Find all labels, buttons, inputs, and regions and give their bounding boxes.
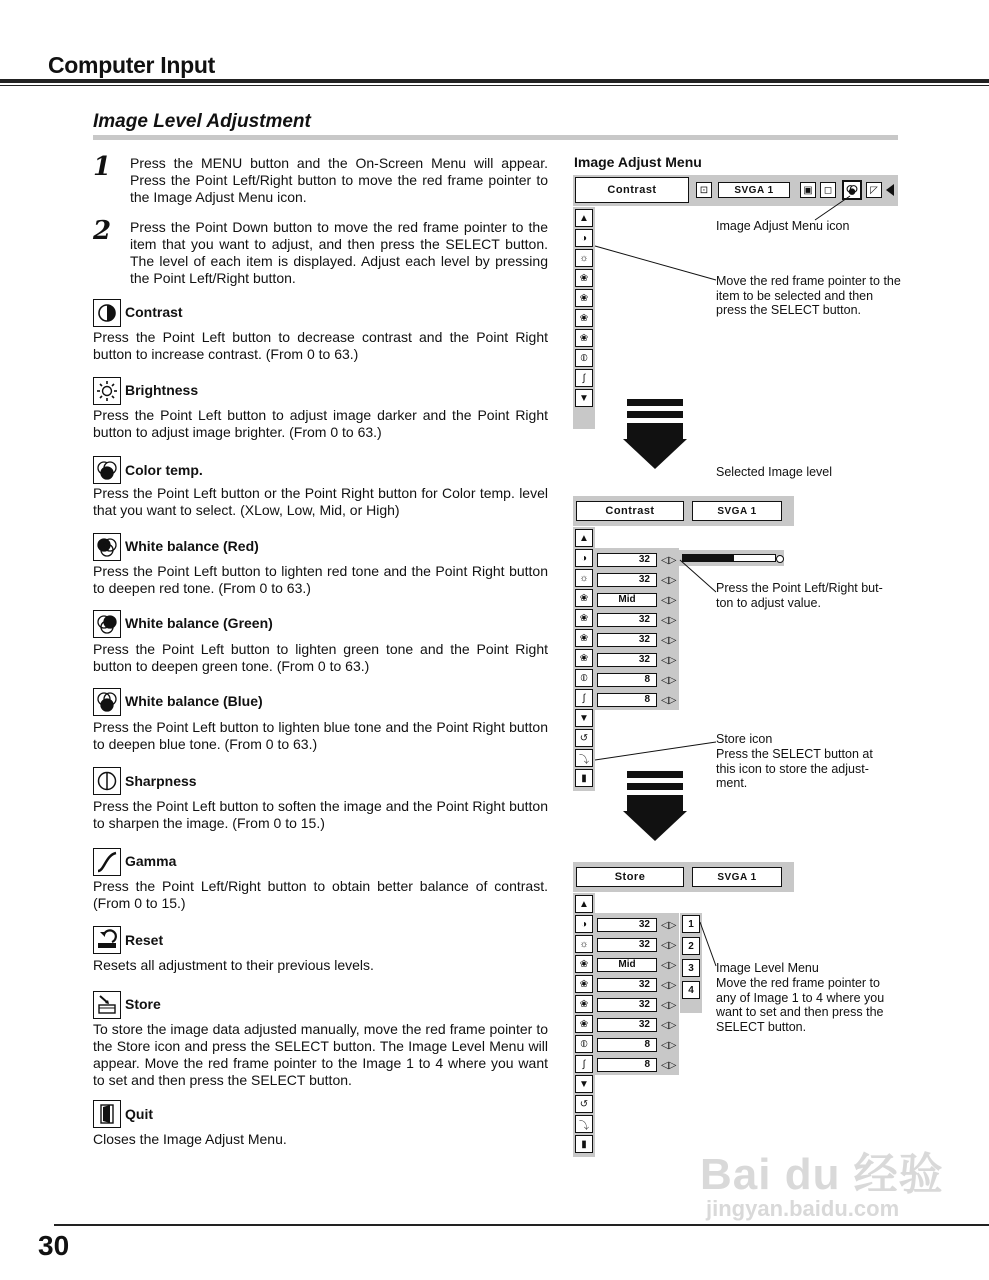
quit-icon[interactable]: ▮: [575, 1135, 593, 1153]
gamma-icon: [93, 848, 121, 876]
left-right-arrows-icon[interactable]: ◁▷: [661, 939, 677, 951]
value-row[interactable]: [597, 955, 676, 975]
left-right-arrows-icon[interactable]: ◁▷: [661, 1059, 677, 1071]
value-row[interactable]: [597, 935, 676, 955]
image-slot-3[interactable]: 3: [682, 959, 700, 977]
section-title: Image Level Adjustment: [93, 111, 311, 132]
value-box: 32: [597, 978, 657, 992]
item-title-gamma: Gamma: [125, 853, 177, 869]
white-balance-green-icon: [93, 610, 121, 638]
color-temp-icon: [93, 456, 121, 484]
item-text-store: To store the image data adjusted manually, move the red frame pointer to the Store icon and press the SELECT button. The Image Level Menu will appear. Move the red frame pointer to the Image 1 to 4 where you want to set and then press the SELECT button.: [93, 1021, 548, 1088]
white-balance-red-icon[interactable]: ❀: [575, 975, 593, 993]
sharpness-icon[interactable]: ⦶: [575, 1035, 593, 1053]
brightness-icon[interactable]: ☼: [575, 935, 593, 953]
menu3-values: [597, 915, 676, 1075]
white-balance-red-icon[interactable]: ❀: [575, 289, 593, 307]
item-text-quit: Closes the Image Adjust Menu.: [93, 1131, 287, 1147]
note-image-adjust-icon: Image Adjust Menu icon: [716, 219, 850, 233]
up-arrow-icon[interactable]: ▲: [575, 529, 593, 547]
value-row[interactable]: [597, 915, 676, 935]
value-box: 8: [597, 1038, 657, 1052]
item-text-contrast: Press the Point Left button to decrease contrast and the Point Right button to increase contrast. (From 0 to 63.): [93, 329, 548, 362]
white-balance-green-icon[interactable]: ❀: [575, 995, 593, 1013]
store-icon: [93, 991, 121, 1019]
item-title-store: Store: [125, 996, 161, 1012]
menu3-source: SVGA 1: [692, 867, 782, 887]
screen-icon[interactable]: ▣: [800, 182, 816, 198]
value-box: 8: [597, 673, 657, 687]
color-temp-icon[interactable]: ❀: [575, 589, 593, 607]
menu1-label: Contrast: [575, 177, 689, 203]
note-selected-level: Selected Image level: [716, 465, 833, 479]
sharpness-icon[interactable]: ⦶: [575, 669, 593, 687]
value-box: 32: [597, 918, 657, 932]
value-box: 32: [597, 613, 657, 627]
left-right-arrows-icon[interactable]: ◁▷: [661, 1019, 677, 1031]
item-text-wb-red: Press the Point Left button to lighten red tone and the Point Right button to deepen red tone. (From 0 to 63.): [93, 563, 548, 596]
menu1-source: SVGA 1: [718, 182, 790, 198]
item-title-color-temp: Color temp.: [125, 462, 203, 478]
down-arrow-icon[interactable]: ▼: [575, 709, 593, 727]
brightness-icon: [93, 377, 121, 405]
step-number-1: 1: [93, 152, 112, 182]
left-right-arrows-icon[interactable]: ◁▷: [661, 979, 677, 991]
contrast-icon[interactable]: ◑: [575, 229, 593, 247]
white-balance-green-icon[interactable]: ❀: [575, 309, 593, 327]
reset-icon: [93, 926, 121, 954]
note-pointer: Move the red frame pointer to the item to be selected and then press the SELECT button.: [716, 274, 901, 317]
page-header-title: Computer Input: [48, 52, 215, 78]
watermark-url: jingyan.baidu.com: [706, 1196, 900, 1221]
left-right-arrows-icon[interactable]: ◁▷: [661, 594, 677, 606]
value-box: 32: [597, 1018, 657, 1032]
store-icon[interactable]: ⤵: [575, 749, 593, 767]
down-arrow-graphic-1: [623, 399, 687, 469]
item-text-wb-blue: Press the Point Left button to lighten blue tone and the Point Right button to deepen blue tone. (From 0 to 63.): [93, 719, 548, 752]
white-balance-blue-icon[interactable]: ❀: [575, 1015, 593, 1033]
left-right-arrows-icon[interactable]: ◁▷: [661, 634, 677, 646]
left-right-arrows-icon[interactable]: ◁▷: [661, 999, 677, 1011]
image-slot-4[interactable]: 4: [682, 981, 700, 999]
item-text-sharpness: Press the Point Left button to soften the image and the Point Right button to sharpen the image. (From 0 to 15.): [93, 798, 548, 831]
contrast-icon: [93, 299, 121, 327]
item-text-brightness: Press the Point Left button to adjust image darker and the Point Right button to adjust image brighter. (From 0 to 63.): [93, 407, 548, 440]
left-right-arrows-icon[interactable]: ◁▷: [661, 614, 677, 626]
left-right-arrows-icon[interactable]: ◁▷: [661, 654, 677, 666]
up-arrow-icon[interactable]: ▲: [575, 895, 593, 913]
menu3-label: Store: [576, 867, 684, 887]
gamma-icon[interactable]: ∫: [575, 1055, 593, 1073]
item-title-wb-red: White balance (Red): [125, 538, 259, 554]
store-icon[interactable]: ⤵: [575, 1115, 593, 1133]
image-slot-2[interactable]: 2: [682, 937, 700, 955]
sharpness-icon[interactable]: ⦶: [575, 349, 593, 367]
image-adjust-menu-title: Image Adjust Menu: [574, 154, 702, 170]
white-balance-blue-icon: [93, 688, 121, 716]
value-box: 32: [597, 633, 657, 647]
white-balance-blue-icon[interactable]: ❀: [575, 649, 593, 667]
value-box: 32: [597, 653, 657, 667]
down-arrow-icon[interactable]: ▼: [575, 1075, 593, 1093]
step-number-2: 2: [93, 216, 112, 246]
item-title-reset: Reset: [125, 932, 164, 948]
reset-icon[interactable]: ↺: [575, 729, 593, 747]
left-right-arrows-icon[interactable]: ◁▷: [661, 919, 677, 931]
up-arrow-icon[interactable]: ▲: [575, 209, 593, 227]
white-balance-red-icon[interactable]: ❀: [575, 609, 593, 627]
item-text-reset: Resets all adjustment to their previous levels.: [93, 957, 374, 973]
left-right-arrows-icon[interactable]: ◁▷: [661, 674, 677, 686]
note-store: Press the SELECT button at this icon to store the adjust-ment.: [716, 747, 873, 790]
setting-icon[interactable]: ◸: [866, 182, 882, 198]
value-box: 32: [597, 938, 657, 952]
image-slot-1[interactable]: 1: [682, 915, 700, 933]
item-title-wb-blue: White balance (Blue): [125, 693, 263, 709]
sharpness-icon: [93, 767, 121, 795]
value-box: 32: [597, 553, 657, 567]
value-box: Mid: [597, 958, 657, 972]
value-row[interactable]: [597, 1035, 676, 1055]
value-box: 8: [597, 693, 657, 707]
item-title-wb-green: White balance (Green): [125, 615, 273, 631]
white-balance-red-icon: [93, 533, 121, 561]
quit-icon: [93, 1100, 121, 1128]
item-title-contrast: Contrast: [125, 304, 183, 320]
item-text-gamma: Press the Point Left/Right button to obtain better balance of contrast. (From 0 to 15.): [93, 878, 548, 911]
brightness-icon[interactable]: ☼: [575, 569, 593, 587]
step-text-1: Press the MENU button and the On-Screen Menu will appear. Press the Point Left/Right button to move the red frame pointer to the Image Adjust Menu icon.: [130, 155, 548, 205]
note-store-title: Store icon: [716, 732, 773, 746]
note-adjust-value: Press the Point Left/Right but-ton to adjust value.: [716, 581, 883, 610]
value-box: 32: [597, 573, 657, 587]
down-arrow-graphic-2: [623, 771, 687, 841]
value-row[interactable]: [597, 975, 676, 995]
value-box: Mid: [597, 593, 657, 607]
value-box: 8: [597, 1058, 657, 1072]
color-temp-icon[interactable]: ❀: [575, 269, 593, 287]
note-level-menu-title: Image Level Menu: [716, 961, 819, 975]
quit-icon[interactable]: ▮: [575, 769, 593, 787]
color-temp-icon[interactable]: ❀: [575, 955, 593, 973]
left-right-arrows-icon[interactable]: ◁▷: [661, 574, 677, 586]
contrast-icon[interactable]: ◑: [575, 549, 593, 567]
menu2-source: SVGA 1: [692, 501, 782, 521]
left-right-arrows-icon[interactable]: ◁▷: [661, 1039, 677, 1051]
note-level-menu: Move the red frame pointer to any of Image 1 to 4 where you want to set and then press the SELECT button.: [716, 976, 885, 1034]
gamma-icon[interactable]: ∫: [575, 369, 593, 387]
value-box: 32: [597, 998, 657, 1012]
value-row[interactable]: [597, 1055, 676, 1075]
header-rule-thin: [0, 85, 989, 86]
reset-icon[interactable]: ↺: [575, 1095, 593, 1113]
left-right-arrows-icon[interactable]: ◁▷: [661, 959, 677, 971]
left-right-arrows-icon[interactable]: ◁▷: [661, 694, 677, 706]
contrast-icon[interactable]: ◑: [575, 915, 593, 933]
item-title-sharpness: Sharpness: [125, 773, 197, 789]
item-text-color-temp: Press the Point Left button or the Point Right button for Color temp. level that you want to select. (XLow, Low, Mid, or High): [93, 485, 548, 518]
item-title-quit: Quit: [125, 1106, 153, 1122]
page-number: 30: [38, 1230, 70, 1261]
brightness-icon[interactable]: ☼: [575, 249, 593, 267]
item-text-wb-green: Press the Point Left button to lighten green tone and the Point Right button to deepen green tone. (From 0 to 63.): [93, 641, 548, 674]
item-title-brightness: Brightness: [125, 382, 199, 398]
header-rule: [0, 79, 989, 83]
white-balance-green-icon[interactable]: ❀: [575, 629, 593, 647]
step-text-2: Press the Point Down button to move the red frame pointer to the item that you want to adjust, and then press the SELECT button. The level of each item is displayed. Adjust each level by pressing the Point Left/Right button.: [130, 219, 548, 286]
image-select-icon[interactable]: ◻: [820, 182, 836, 198]
value-row[interactable]: [597, 995, 676, 1015]
watermark-brand: Bai du 经验: [700, 1150, 944, 1199]
footer-rule: [54, 1224, 989, 1226]
gamma-icon[interactable]: ∫: [575, 689, 593, 707]
input-icon[interactable]: ⊡: [696, 182, 712, 198]
menu2-label: Contrast: [576, 501, 684, 521]
left-right-arrows-icon[interactable]: ◁▷: [661, 554, 677, 566]
white-balance-blue-icon[interactable]: ❀: [575, 329, 593, 347]
value-row[interactable]: [597, 1015, 676, 1035]
down-arrow-icon[interactable]: ▼: [575, 389, 593, 407]
menu3-icon-column: [573, 893, 595, 1157]
section-bar: [93, 135, 898, 140]
